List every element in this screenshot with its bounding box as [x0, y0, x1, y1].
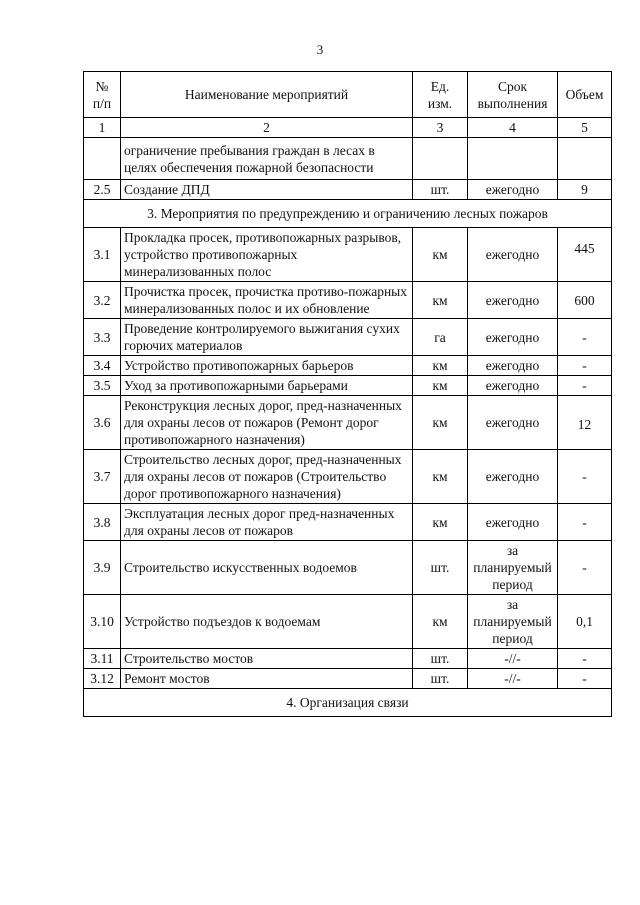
row-name: Устройство противопожарных барьеров	[121, 356, 413, 376]
row-term: за планируемый период	[468, 541, 558, 595]
row-unit: км	[413, 282, 468, 319]
row-unit: км	[413, 504, 468, 541]
header-volume: Объем	[558, 72, 612, 118]
table-row	[84, 595, 612, 649]
row-volume: 9	[558, 180, 612, 200]
table-row	[84, 450, 612, 504]
row-name: Строительство искусственных водоемов	[121, 541, 413, 595]
header-num-line2: п/п	[92, 95, 112, 111]
row-term: ежегодно	[468, 180, 558, 200]
row-num: 3.3	[84, 319, 121, 356]
header-unit	[413, 72, 468, 118]
index-cell: 5	[558, 118, 612, 138]
row-num: 3.4	[84, 356, 121, 376]
row-term: ежегодно	[468, 319, 558, 356]
row-volume: -	[558, 319, 612, 356]
header-term-line1: Срок	[497, 78, 528, 94]
row-num: 2.5	[84, 180, 121, 200]
row-term: ежегодно	[468, 396, 558, 450]
table-row	[84, 376, 612, 396]
row-unit: км	[413, 396, 468, 450]
row-unit: шт.	[413, 649, 468, 669]
header-name: Наименование мероприятий	[121, 72, 413, 118]
row-volume: -	[558, 376, 612, 396]
row-unit: км	[413, 450, 468, 504]
row-num: 3.1	[84, 228, 121, 282]
row-term: ежегодно	[468, 228, 558, 282]
row-volume: 12	[558, 396, 612, 450]
continuation-name: ограничение пребывания граждан в лесах в целях обеспечения пожарной безопасности	[121, 138, 413, 180]
row-unit: га	[413, 319, 468, 356]
row-volume: -	[558, 450, 612, 504]
table-row	[84, 228, 612, 282]
row-term: ежегодно	[468, 282, 558, 319]
header-unit-line2: изм.	[427, 95, 453, 111]
row-unit: шт.	[413, 541, 468, 595]
table-row	[84, 356, 612, 376]
header-num	[84, 72, 121, 118]
row-term: -//-	[468, 669, 558, 689]
row-num: 3.11	[84, 649, 121, 669]
row-unit: км	[413, 356, 468, 376]
row-num: 3.9	[84, 541, 121, 595]
row-name: Устройство подъездов к водоемам	[121, 595, 413, 649]
row-volume: -	[558, 669, 612, 689]
table-header-row	[84, 72, 612, 118]
row-num: 3.10	[84, 595, 121, 649]
index-cell: 1	[84, 118, 121, 138]
row-name: Создание ДПД	[121, 180, 413, 200]
row-term: ежегодно	[468, 450, 558, 504]
section-3-row	[84, 200, 612, 228]
row-num: 3.12	[84, 669, 121, 689]
table-row	[84, 504, 612, 541]
row-name: Проведение контролируемого выжигания сухих горючих материалов	[121, 319, 413, 356]
index-cell: 4	[468, 118, 558, 138]
table-row	[84, 180, 612, 200]
row-name: Эксплуатация лесных дорог пред-назначенных для охраны лесов от пожаров	[121, 504, 413, 541]
row-num: 3.6	[84, 396, 121, 450]
header-num-line1: №	[95, 78, 109, 94]
page-number: 3	[316, 42, 324, 57]
row-volume: -	[558, 649, 612, 669]
row-unit: км	[413, 228, 468, 282]
index-cell: 3	[413, 118, 468, 138]
continuation-row	[84, 138, 612, 180]
row-num: 3.5	[84, 376, 121, 396]
header-unit-line1: Ед.	[430, 78, 450, 94]
header-term-line2: выполнения	[477, 95, 548, 111]
row-num: 3.8	[84, 504, 121, 541]
row-volume: 600	[558, 282, 612, 319]
table-row	[84, 282, 612, 319]
row-volume: 445	[558, 228, 612, 282]
activities-table	[83, 71, 612, 717]
row-name: Прочистка просек, прочистка противо-пожарных минерализованных полос и их обновление	[121, 282, 413, 319]
header-term	[468, 72, 558, 118]
row-unit: шт.	[413, 669, 468, 689]
row-name: Прокладка просек, противопожарных разрывов, устройство противопожарных минерализованных полос	[121, 228, 413, 282]
row-volume: 0,1	[558, 595, 612, 649]
row-name: Строительство лесных дорог, пред-назначенных для охраны лесов от пожаров (Строительство дорог противопожарного назначения)	[121, 450, 413, 504]
row-unit: км	[413, 376, 468, 396]
row-name: Строительство мостов	[121, 649, 413, 669]
row-volume: -	[558, 504, 612, 541]
row-num: 3.7	[84, 450, 121, 504]
section-4-title: 4. Организация связи	[84, 689, 612, 717]
table-row	[84, 319, 612, 356]
row-name: Реконструкция лесных дорог, пред-назначенных для охраны лесов от пожаров (Ремонт дорог противопожарного назначения)	[121, 396, 413, 450]
row-unit: км	[413, 595, 468, 649]
table-row	[84, 649, 612, 669]
table-row	[84, 396, 612, 450]
row-term: ежегодно	[468, 376, 558, 396]
section-3-title: 3. Мероприятия по предупреждению и ограничению лесных пожаров	[84, 200, 612, 228]
row-num: 3.2	[84, 282, 121, 319]
row-unit: шт.	[413, 180, 468, 200]
section-4-row	[84, 689, 612, 717]
row-term: ежегодно	[468, 504, 558, 541]
row-term: ежегодно	[468, 356, 558, 376]
row-name: Уход за противопожарными барьерами	[121, 376, 413, 396]
row-term: -//-	[468, 649, 558, 669]
table-row	[84, 669, 612, 689]
row-name: Ремонт мостов	[121, 669, 413, 689]
index-cell: 2	[121, 118, 413, 138]
row-term: за планируемый период	[468, 595, 558, 649]
table-row	[84, 541, 612, 595]
row-volume: -	[558, 541, 612, 595]
column-index-row	[84, 118, 612, 138]
row-volume: -	[558, 356, 612, 376]
